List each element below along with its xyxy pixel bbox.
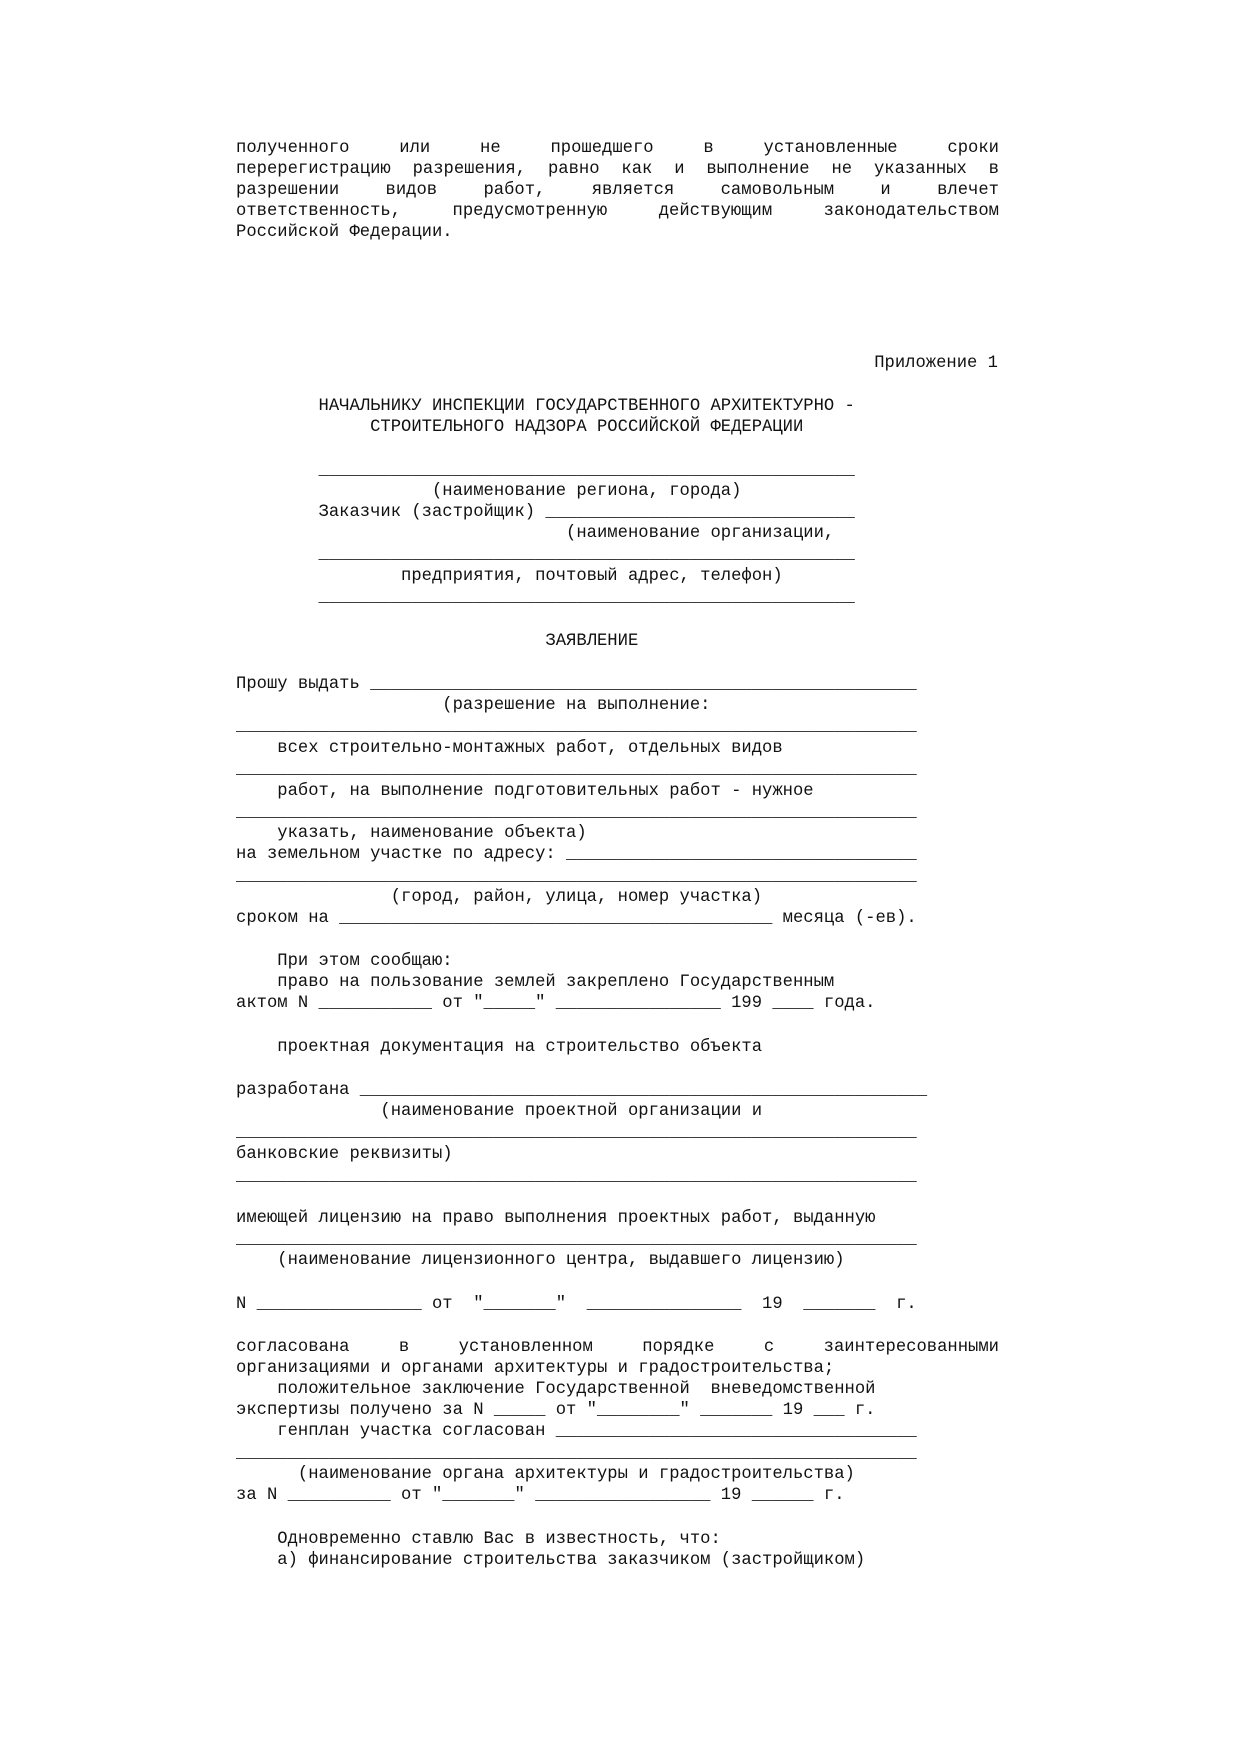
document-line: перерегистрацию разрешения, равно как и выполнение не указанных в [236, 160, 999, 179]
document-line: (наименование проектной организации и [236, 1102, 763, 1121]
document-line: Одновременно ставлю Вас в известность, что: [236, 1530, 721, 1549]
document-line: __________________________________________________________________ [236, 760, 917, 779]
document-line: ____________________________________________________ [236, 545, 855, 564]
document-line: (наименование органа архитектуры и градостроительства) [236, 1465, 855, 1484]
document-line: положительное заключение Государственной вневедомственной [236, 1380, 876, 1399]
document-line: (город, район, улица, номер участка) [236, 888, 763, 907]
document-line: __________________________________________________________________ [236, 1123, 917, 1142]
document-line: Заказчик (застройщик) ______________________________ [236, 503, 855, 522]
document-line: генплан участка согласован ___________________________________ [236, 1422, 917, 1441]
document-line: (наименование региона, города) [236, 482, 742, 501]
document-line: __________________________________________________________________ [236, 1167, 917, 1186]
document-line: ЗАЯВЛЕНИЕ [236, 632, 639, 651]
document-line: на земельном участке по адресу: __________________________________ [236, 845, 917, 864]
document-line: (наименование организации, [236, 524, 835, 543]
document-line: актом N ___________ от "_____" ________________ 199 ____ года. [236, 994, 876, 1013]
document-line: N ________________ от "_______" _______________ 19 _______ г. [236, 1295, 917, 1314]
document-line: согласована в установленном порядке с заинтересованными [236, 1338, 999, 1357]
document-line: Приложение 1 [874, 354, 998, 373]
document-line: разработана _______________________________________________________ [236, 1081, 928, 1100]
document-line: предприятия, почтовый адрес, телефон) [236, 567, 783, 586]
document-line: банковские реквизиты) [236, 1145, 453, 1164]
document-line: (разрешение на выполнение: [236, 696, 711, 715]
document-line: __________________________________________________________________ [236, 803, 917, 822]
document-line: разрешении видов работ, является самовольным и влечет [236, 181, 999, 200]
document-line: всех строительно-монтажных работ, отдельных видов [236, 739, 783, 758]
document-line: СТРОИТЕЛЬНОГО НАДЗОРА РОССИЙСКОЙ ФЕДЕРАЦИИ [236, 418, 804, 437]
document-line: сроком на __________________________________________ месяца (-ев). [236, 909, 917, 928]
document-line: Прошу выдать _____________________________________________________ [236, 675, 917, 694]
document-line: При этом сообщаю: [236, 952, 453, 971]
document-line: право на пользование землей закреплено Государственным [236, 973, 835, 992]
document-line: __________________________________________________________________ [236, 717, 917, 736]
document-line: Российской Федерации. [236, 223, 453, 242]
document-line: работ, на выполнение подготовительных работ - нужное [236, 782, 814, 801]
document-line: за N __________ от "_______" _________________ 19 ______ г. [236, 1486, 845, 1505]
document-line: полученного или не прошедшего в установленные сроки [236, 139, 999, 158]
document-line: а) финансирование строительства заказчиком (застройщиком) [236, 1551, 866, 1570]
document-line: __________________________________________________________________ [236, 1230, 917, 1249]
document-line: НАЧАЛЬНИКУ ИНСПЕКЦИИ ГОСУДАРСТВЕННОГО АРХИТЕКТУРНО - [236, 397, 855, 416]
document-line: имеющей лицензию на право выполнения проектных работ, выданную [236, 1209, 876, 1228]
document-line: ____________________________________________________ [236, 588, 855, 607]
document-line: (наименование лицензионного центра, выдавшего лицензию) [236, 1251, 845, 1270]
document-line: проектная документация на строительство объекта [236, 1038, 763, 1057]
document-line: экспертизы получено за N _____ от "________" _______ 19 ___ г. [236, 1401, 876, 1420]
document-line: ____________________________________________________ [236, 461, 855, 480]
document-line: организациями и органами архитектуры и градостроительства; [236, 1359, 835, 1378]
document-line: __________________________________________________________________ [236, 867, 917, 886]
document-line: __________________________________________________________________ [236, 1444, 917, 1463]
document-line: ответственность, предусмотренную действующим законодательством [236, 202, 999, 221]
document-line: указать, наименование объекта) [236, 824, 587, 843]
